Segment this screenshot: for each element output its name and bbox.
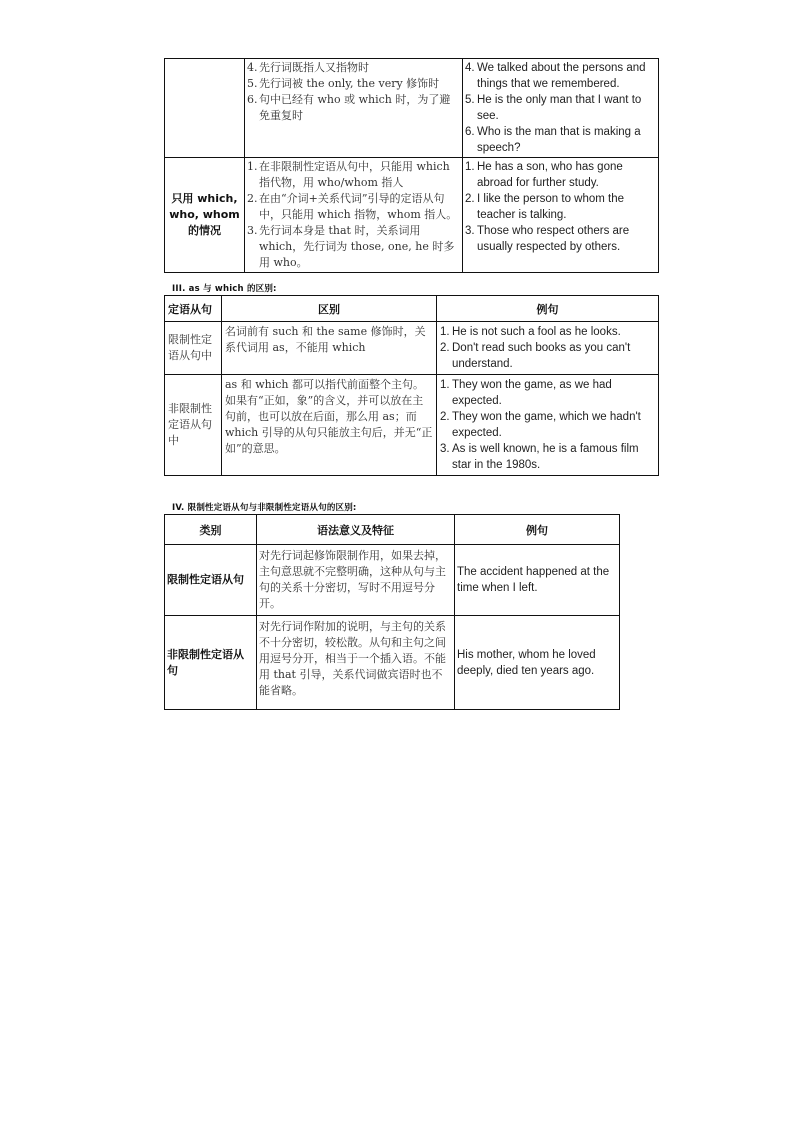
difference-text: as 和 which 都可以指代前面整个主句。如果有“正如，象”的含义，并可以放在主句前，也可以放在后面，那么用 as；而 which 引导的从句只能放主句后，并无“正如”的意思。 (222, 375, 437, 476)
column-header: 语法意义及特征 (257, 515, 455, 545)
row-label: 非限制性定语从句中 (165, 375, 222, 476)
table-header-row (165, 296, 670, 322)
table-row (165, 616, 620, 710)
table-row (165, 158, 659, 273)
example-text: They won the game, which we hadn't expected. (452, 411, 641, 439)
relative-pronoun-table (164, 58, 659, 273)
table-row (165, 375, 670, 476)
column-header: 定语从句 (165, 296, 222, 322)
column-header: 例句 (455, 515, 620, 545)
example-text: He has a son, who has gone abroad for further study. (477, 161, 623, 189)
table-row (165, 59, 659, 158)
row-label: 非限制性定语从句 (165, 616, 257, 710)
examples-cell: 1. He is not such a fool as he looks. 2. Don't read such books as you can't understand. (437, 322, 659, 375)
row-label: 限制性定语从句 (165, 545, 257, 616)
example-text: We talked about the persons and things that we remembered. (477, 62, 646, 90)
as-which-table (164, 295, 670, 476)
rule-text: 在由“介词+关系代词”引导的定语从句中，只能用 which 指物，whom 指人。 (259, 192, 458, 221)
column-header: 区别 (222, 296, 437, 322)
example-text: I like the person to whom the teacher is talking. (477, 193, 625, 221)
rule-text: 在非限制性定语从句中，只能用 which 指代物，用 who/whom 指人 (259, 160, 450, 189)
rule-text: 先行词被 the only, the very 修饰时 (259, 77, 440, 90)
example-text: Don't read such books as you can't understand. (452, 342, 631, 370)
table-row (165, 545, 620, 616)
rules-cell: 1. 在非限制性定语从句中，只能用 which 指代物，用 who/whom 指人 2. 在由“介词+关系代词”引导的定语从句中，只能用 which 指物，whom 指人。 3. 先行词本身是 that 时，关系词用 which，先行词为 those, one, he 时多用 who。 (245, 158, 463, 273)
rule-text: 先行词既指人又指物时 (259, 61, 369, 74)
rules-cell: 4. 先行词既指人又指物时 5. 先行词被 the only, the very 修饰时 6. 句中已经有 who 或 which 时，为了避免重复时 (245, 59, 463, 158)
example-text: His mother, whom he loved deeply, died ten years ago. (455, 616, 620, 710)
example-text: Those who respect others are usually respected by others. (477, 225, 630, 253)
rule-text: 先行词本身是 that 时，关系词用 which，先行词为 those, one, he 时多用 who。 (259, 224, 455, 269)
examples-cell: 1. They won the game, as we had expected. 2. They won the game, which we hadn't expected. 3. As is well known, he is a famous film star in the 1980s. (437, 375, 659, 476)
difference-text: 名词前有 such 和 the same 修饰时，关系代词用 as，不能用 which (222, 322, 437, 375)
row-label: 限制性定语从句中 (165, 322, 222, 375)
section-heading-3: III. as 与 which 的区别: (172, 284, 277, 294)
example-text: The accident happened at the time when I left. (455, 545, 620, 616)
examples-cell: 1. He has a son, who has gone abroad for further study. 2. I like the person to whom the teacher is talking. 3. Those who respect others are usually respected by others. (463, 158, 659, 273)
restrictive-vs-nonrestrictive-table (164, 514, 620, 710)
example-text: He is the only man that I want to see. (477, 94, 642, 122)
column-header: 例句 (437, 296, 659, 322)
empty-label-cell (165, 59, 245, 158)
example-text: They won the game, as we had expected. (452, 379, 612, 407)
table-row (165, 322, 670, 375)
row-label: 只用 which, who, whom 的情况 (165, 158, 245, 273)
meaning-text: 对先行词起修饰限制作用，如果去掉，主句意思就不完整明确，这种从句与主句的关系十分密切，写时不用逗号分开。 (257, 545, 455, 616)
column-header: 类别 (165, 515, 257, 545)
section-heading-4: IV. 限制性定语从句与非限制性定语从句的区别: (172, 503, 357, 513)
examples-cell: 4. We talked about the persons and things that we remembered. 5. He is the only man that I want to see. 6. Who is the man that is making a speech? (463, 59, 659, 158)
example-text: As is well known, he is a famous film star in the 1980s. (452, 443, 639, 471)
rule-text: 句中已经有 who 或 which 时，为了避免重复时 (259, 93, 451, 122)
example-text: Who is the man that is making a speech? (477, 126, 641, 154)
meaning-text: 对先行词作附加的说明，与主句的关系不十分密切，较松散。从句和主句之间用逗号分开，相当于一个插入语。不能用 that 引导，关系代词做宾语时也不能省略。 (257, 616, 455, 710)
example-text: He is not such a fool as he looks. (452, 326, 621, 338)
table-header-row (165, 515, 620, 545)
